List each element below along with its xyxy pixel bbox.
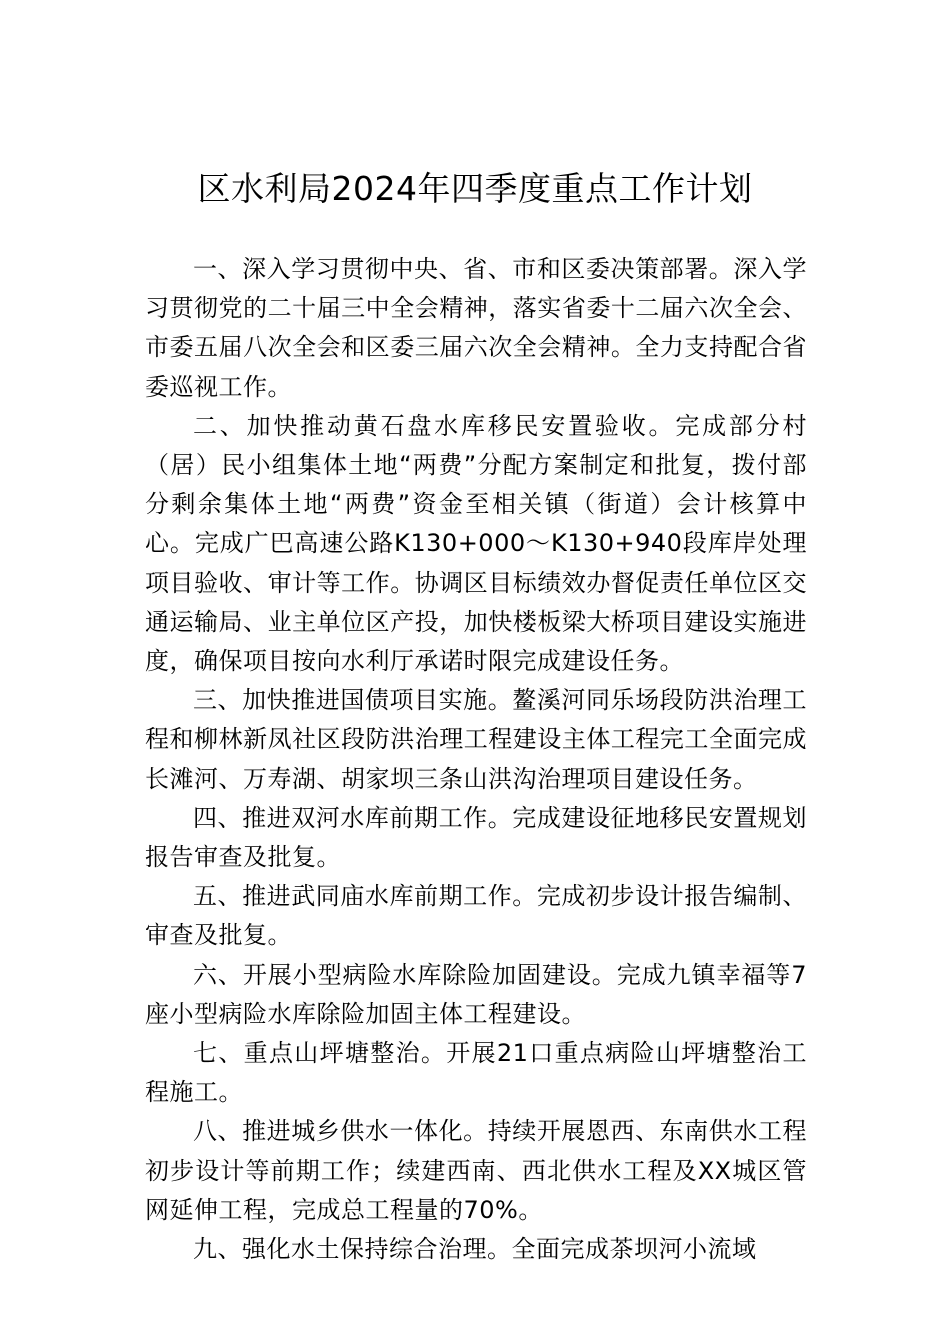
paragraph-4: 四、推进双河水库前期工作。完成建设征地移民安置规划报告审查及批复。 bbox=[145, 803, 807, 872]
document-title: 区水利局2024年四季度重点工作计划 bbox=[197, 169, 753, 208]
paragraph-5: 五、推进武同庙水库前期工作。完成初步设计报告编制、审查及批复。 bbox=[145, 882, 807, 950]
paragraph-6: 六、开展小型病险水库除险加固建设。完成九镇幸福等7座小型病险水库除险加固主体工程建设。 bbox=[145, 960, 807, 1028]
paragraph-7: 七、重点山坪塘整治。开展21口重点病险山坪塘整治工程施工。 bbox=[145, 1039, 807, 1107]
paragraph-3: 三、加快推进国债项目实施。鳌溪河同乐场段防洪治理工程和柳林新凤社区段防洪治理工程建设主体工程完工全面完成长滩河、万寿湖、胡家坝三条山洪沟治理项目建设任务。 bbox=[145, 686, 807, 793]
paragraph-1: 一、深入学习贯彻中央、省、市和区委决策部署。深入学习贯彻党的二十届三中全会精神，落实省委十二届六次全会、市委五届八次全会和区委三届六次全会精神。全力支持配合省委巡视工作。 bbox=[145, 255, 807, 401]
paragraph-8: 八、推进城乡供水一体化。持续开展恩西、东南供水工程初步设计等前期工作；续建西南、西北供水工程及XX城区管网延伸工程，完成总工程量的70%。 bbox=[145, 1117, 807, 1224]
paragraph-9: 九、强化水土保持综合治理。全面完成茶坝河小流域 bbox=[193, 1235, 757, 1264]
document-body bbox=[145, 250, 807, 1269]
paragraph-2: 二、加快推动黄石盘水库移民安置验收。完成部分村（居）民小组集体土地“两费”分配方案制定和批复，拨付部分剩余集体土地“两费”资金至相关镇（街道）会计核算中心。完成广巴高速公路K130+000～K130+940段库岸处理项目验收、审计等工作。协调区目标绩效办督促责任单位区交通运输局、业主单位区产投，加快楼板梁大桥项目建设实施进度，确保项目按向水利厅承诺时限完成建设任务。 bbox=[145, 411, 807, 676]
